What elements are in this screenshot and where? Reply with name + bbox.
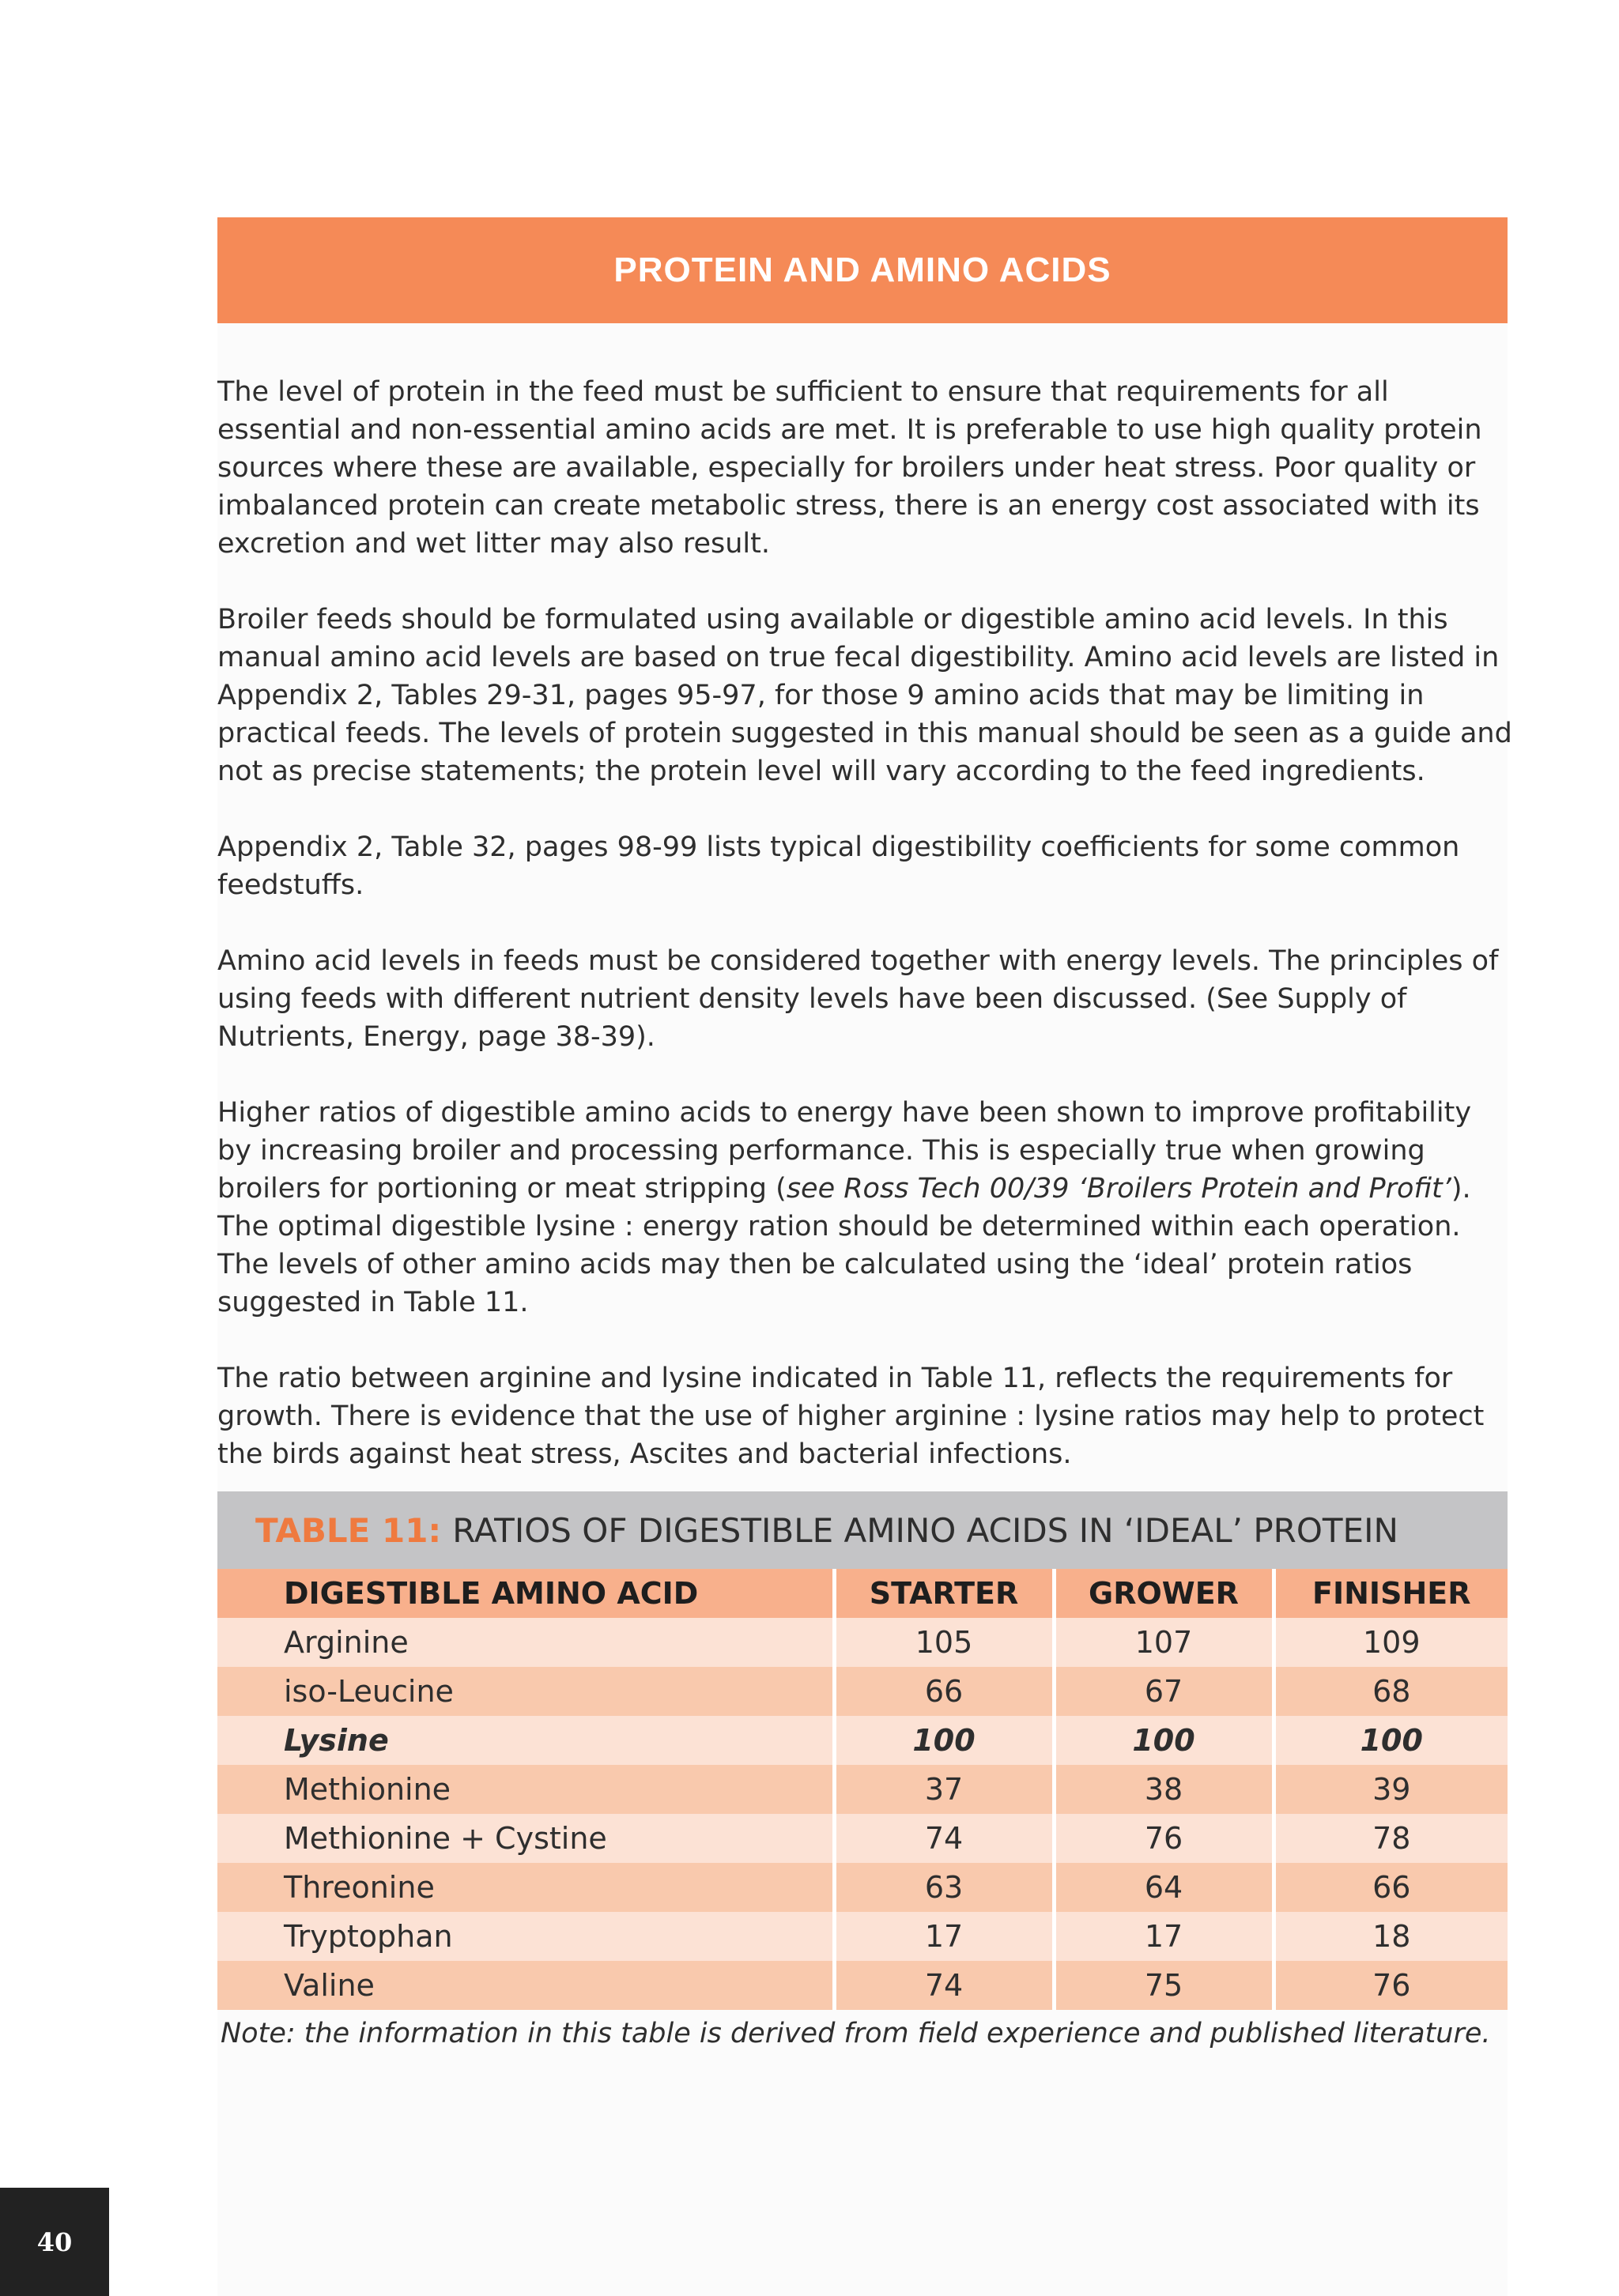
grower-value: 107 [1054, 1618, 1274, 1667]
paragraph-5-end: ). The optimal digestible lysine : energy ration should be determined within each operation. The levels of other amino acids may then be calculated using the ‘ideal’ protein ratios suggested in Table 11. [217, 1173, 1471, 1318]
starter-value: 37 [834, 1765, 1054, 1814]
table-title: RATIOS OF DIGESTIBLE AMINO ACIDS IN ‘IDEAL’ PROTEIN [452, 1510, 1398, 1550]
finisher-value: 66 [1274, 1863, 1508, 1912]
paragraph-6: The ratio between arginine and lysine indicated in Table 11, reflects the requirements for growth. There is evidence that the use of higher arginine : lysine ratios may help to protect the birds against heat stress, Ascites and bacterial infections. [217, 1363, 1485, 1470]
table-label: TABLE 11: [255, 1510, 442, 1550]
header-finisher: FINISHER [1274, 1569, 1508, 1618]
amino-acid-name: Tryptophan [217, 1912, 834, 1961]
grower-value: 67 [1054, 1667, 1274, 1716]
amino-acid-name: Threonine [217, 1863, 834, 1912]
finisher-value: 100 [1274, 1716, 1508, 1765]
grower-value: 76 [1054, 1814, 1274, 1863]
finisher-value: 68 [1274, 1667, 1508, 1716]
amino-acid-table [217, 1569, 1508, 2010]
finisher-value: 109 [1274, 1618, 1508, 1667]
starter-value: 66 [834, 1667, 1054, 1716]
table-row [217, 1765, 1508, 1814]
paragraph-5 [217, 1094, 1514, 1321]
table-row [217, 1863, 1508, 1912]
grower-value: 100 [1054, 1716, 1274, 1765]
table-row [217, 1667, 1508, 1716]
table-header-row [217, 1569, 1508, 1618]
finisher-value: 76 [1274, 1961, 1508, 2010]
amino-acid-name: Methionine + Cystine [217, 1814, 834, 1863]
page-number: 40 [0, 2188, 109, 2296]
grower-value: 17 [1054, 1912, 1274, 1961]
starter-value: 100 [834, 1716, 1054, 1765]
table-row [217, 1716, 1508, 1765]
body-text [217, 373, 1514, 1473]
header-amino-acid: DIGESTIBLE AMINO ACID [217, 1569, 834, 1618]
header-starter: STARTER [834, 1569, 1054, 1618]
table-row [217, 1912, 1508, 1961]
finisher-value: 39 [1274, 1765, 1508, 1814]
header-grower: GROWER [1054, 1569, 1274, 1618]
amino-acid-name: Arginine [217, 1618, 834, 1667]
table-note: Note: the information in this table is derived from field experience and published literature. [221, 2018, 1491, 2049]
table-row [217, 1814, 1508, 1863]
paragraph-5-start: Higher ratios of digestible amino acids to energy have been shown to improve profitability by increasing broiler and processing performance. This is especially true when growing broilers for portioning or meat stripping ( [217, 1097, 1472, 1205]
amino-acid-name: Lysine [217, 1716, 834, 1765]
amino-acid-name: Methionine [217, 1765, 834, 1814]
grower-value: 75 [1054, 1961, 1274, 2010]
paragraph-4: Amino acid levels in feeds must be considered together with energy levels. The principles of using feeds with different nutrient density levels have been discussed. (See Supply of Nutrients, Energy, page 38-39). [217, 945, 1499, 1053]
amino-acid-name: iso-Leucine [217, 1667, 834, 1716]
section-header [217, 217, 1508, 323]
starter-value: 63 [834, 1863, 1054, 1912]
table-row [217, 1961, 1508, 2010]
starter-value: 74 [834, 1961, 1054, 2010]
starter-value: 105 [834, 1618, 1054, 1667]
amino-acid-table-block [217, 1491, 1508, 2049]
table-title-bar [217, 1491, 1508, 1569]
paragraph-3: Appendix 2, Table 32, pages 98-99 lists typical digestibility coefficients for some common feedstuffs. [217, 831, 1460, 901]
finisher-value: 78 [1274, 1814, 1508, 1863]
table-row [217, 1618, 1508, 1667]
paragraph-1: The level of protein in the feed must be sufficient to ensure that requirements for all essential and non-essential amino acids are met. It is preferable to use high quality protein sources where these are available, especially for broilers under heat stress. Poor quality or imbalanced protein can create metabolic stress, there is an energy cost associated with its excretion and wet litter may also result. [217, 376, 1482, 560]
paragraph-5-reference: see Ross Tech 00/39 ‘Broilers Protein and Profit’ [786, 1173, 1451, 1205]
section-title: PROTEIN AND AMINO ACIDS [613, 251, 1111, 289]
amino-acid-name: Valine [217, 1961, 834, 2010]
starter-value: 74 [834, 1814, 1054, 1863]
finisher-value: 18 [1274, 1912, 1508, 1961]
starter-value: 17 [834, 1912, 1054, 1961]
paragraph-2: Broiler feeds should be formulated using available or digestible amino acid levels. In this manual amino acid levels are based on true fecal digestibility. Amino acid levels are listed in Appendix 2, Tables 29-31, pages 95-97, for those 9 amino acids that may be limiting in practical feeds. The levels of protein suggested in this manual should be seen as a guide and not as precise statements; the protein level will vary according to the feed ingredients. [217, 604, 1512, 787]
grower-value: 64 [1054, 1863, 1274, 1912]
grower-value: 38 [1054, 1765, 1274, 1814]
